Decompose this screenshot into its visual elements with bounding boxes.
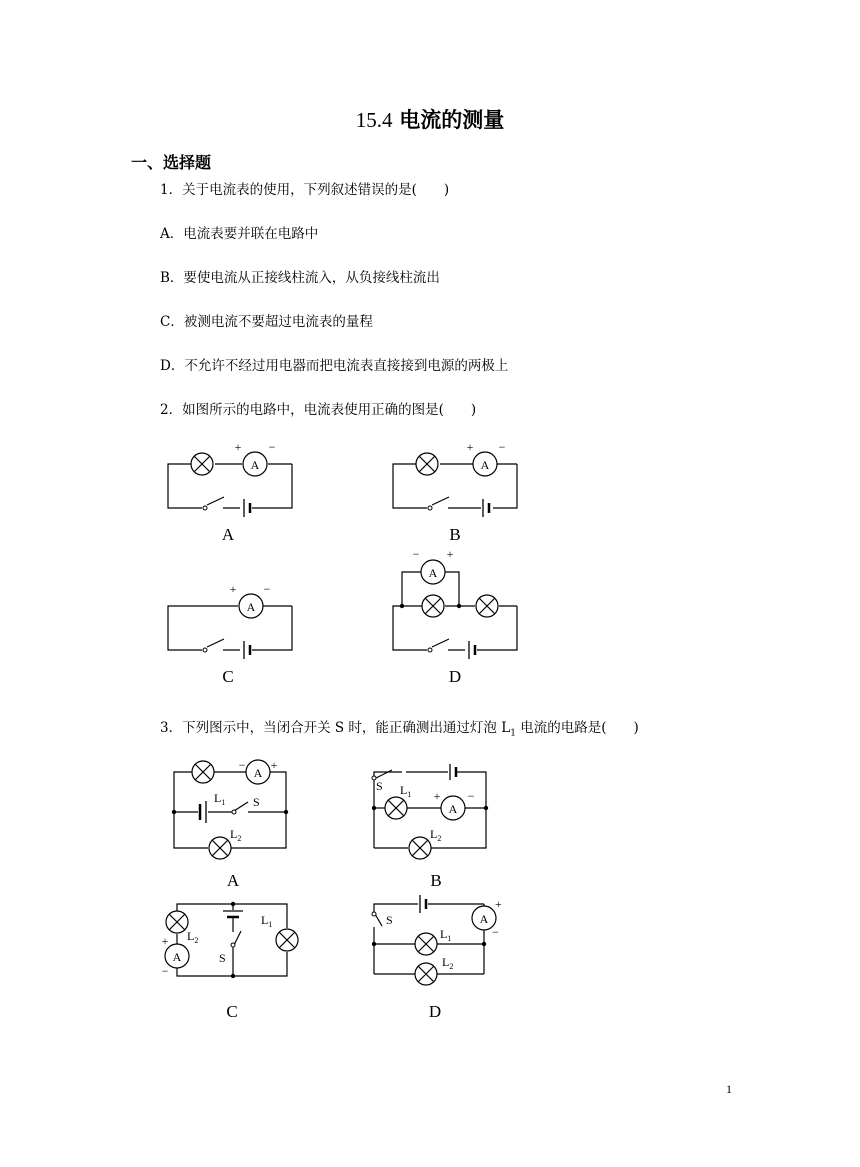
plus-terminal: +	[270, 758, 278, 772]
ammeter-icon	[473, 452, 497, 476]
q3-figure-a	[160, 756, 300, 896]
q3-figure-d	[362, 886, 507, 1024]
lamp-icon	[385, 797, 407, 819]
question-3-stem-tail: 电流的电路是( )	[515, 720, 639, 736]
junction-node	[284, 810, 288, 814]
junction-node	[372, 942, 376, 946]
lamp-label-l1: $L_1$	[400, 783, 412, 799]
page-title	[0, 104, 860, 134]
ammeter-icon	[239, 594, 263, 618]
battery-icon	[200, 801, 206, 823]
question-1-stem: 1．关于电流表的使用，下列叙述错误的是( )	[160, 182, 450, 198]
switch-label: S	[376, 779, 383, 793]
switch-label: S	[253, 795, 260, 809]
minus-terminal: −	[238, 758, 246, 772]
lamp-label-l1: $L_1$	[214, 791, 226, 807]
plus-terminal: +	[466, 440, 474, 454]
q3-figure-b	[362, 756, 502, 896]
ammeter-label: A	[172, 950, 182, 964]
minus-terminal: −	[268, 440, 276, 454]
q2-figure-a	[160, 436, 300, 548]
ammeter-label: A	[428, 566, 438, 580]
battery-icon	[483, 499, 489, 517]
figure-label: D	[428, 1002, 442, 1021]
battery-icon	[223, 911, 243, 917]
lamp-icon	[422, 595, 444, 617]
junction-node	[231, 974, 235, 978]
switch-icon	[203, 506, 207, 510]
plus-terminal: +	[161, 934, 169, 948]
junction-node	[484, 806, 488, 810]
figure-label: A	[226, 871, 240, 890]
question-3-stem-text: 3．下列图示中，当闭合开关 S 时，能正确测出通过灯泡 L	[160, 720, 511, 736]
switch-label: S	[219, 951, 226, 965]
lamp-icon	[191, 453, 213, 475]
minus-terminal: −	[263, 582, 271, 596]
junction-node	[231, 902, 235, 906]
question-2-stem: 2．如图所示的电路中，电流表使用正确的图是( )	[160, 402, 477, 418]
figure-label: B	[430, 871, 442, 890]
lamp-icon	[415, 933, 437, 955]
junction-node	[372, 806, 376, 810]
switch-icon	[428, 648, 432, 652]
q3-figure-c	[155, 896, 300, 1024]
plus-terminal: +	[229, 582, 237, 596]
lamp-icon	[166, 911, 188, 933]
q2-figure-c	[160, 578, 300, 690]
lamp-label-l2: $L_2$	[230, 827, 242, 843]
ammeter-label: A	[253, 766, 263, 780]
minus-terminal: −	[498, 440, 506, 454]
junction-node	[400, 604, 404, 608]
question-1-option-d: D．不允许不经过用电器而把电流表直接接到电源的两极上	[160, 358, 509, 374]
ammeter-icon	[441, 796, 465, 820]
switch-icon	[203, 648, 207, 652]
battery-icon	[420, 895, 426, 913]
battery-icon	[469, 641, 475, 659]
switch-icon	[232, 810, 236, 814]
question-3-stem	[160, 716, 639, 739]
lamp-label-l2: $L_2$	[442, 955, 454, 971]
junction-node	[172, 810, 176, 814]
title-number: 15.4	[355, 108, 393, 132]
question-1-option-a: A．电流表要并联在电路中	[160, 226, 319, 242]
minus-terminal: −	[412, 547, 420, 561]
q2-figure-b	[385, 436, 525, 548]
lamp-icon	[276, 929, 298, 951]
lamp-label-l1: $L_1$	[261, 913, 273, 929]
plus-terminal: +	[495, 897, 502, 911]
junction-node	[457, 604, 461, 608]
ammeter-label: A	[250, 458, 260, 472]
lamp-icon	[192, 761, 214, 783]
question-1-option-b: B．要使电流从正接线柱流入，从负接线柱流出	[160, 270, 440, 286]
minus-terminal: −	[492, 925, 499, 939]
q2-figure-d	[385, 544, 530, 690]
ammeter-label: A	[479, 912, 489, 926]
title-text: 电流的测量	[399, 108, 505, 132]
ammeter-icon	[243, 452, 267, 476]
minus-terminal: −	[161, 964, 169, 978]
lamp-label-l2: $L_2$	[187, 929, 199, 945]
plus-terminal: +	[234, 440, 242, 454]
figure-label: B	[449, 525, 461, 544]
ammeter-icon	[246, 760, 270, 784]
figure-label: C	[222, 667, 234, 686]
question-1-option-c: C．被测电流不要超过电流表的量程	[160, 314, 373, 330]
lamp-icon	[476, 595, 498, 617]
battery-icon	[244, 641, 250, 659]
question-3-subscript: 1	[510, 728, 516, 739]
figure-label: D	[448, 667, 462, 686]
plus-terminal: +	[433, 789, 441, 803]
lamp-icon	[416, 453, 438, 475]
figure-label: C	[226, 1002, 238, 1021]
battery-icon	[450, 764, 456, 780]
ammeter-icon	[165, 944, 189, 968]
lamp-icon	[415, 963, 437, 985]
ammeter-label: A	[246, 600, 256, 614]
battery-icon	[244, 499, 250, 517]
switch-label: S	[386, 913, 393, 927]
lamp-label-l1: $L_1$	[440, 927, 452, 943]
ammeter-icon	[421, 560, 445, 584]
switch-icon	[231, 943, 235, 947]
switch-icon	[372, 912, 376, 916]
ammeter-label: A	[448, 802, 458, 816]
plus-terminal: +	[446, 547, 454, 561]
lamp-icon	[209, 837, 231, 859]
lamp-label-l2: $L_2$	[430, 827, 442, 843]
minus-terminal: −	[467, 789, 475, 803]
section-heading: 一、选择题	[131, 153, 212, 172]
junction-node	[482, 942, 486, 946]
ammeter-label: A	[480, 458, 490, 472]
figure-label: A	[221, 525, 235, 544]
lamp-icon	[409, 837, 431, 859]
page-number: 1	[726, 1082, 732, 1096]
switch-icon	[428, 506, 432, 510]
